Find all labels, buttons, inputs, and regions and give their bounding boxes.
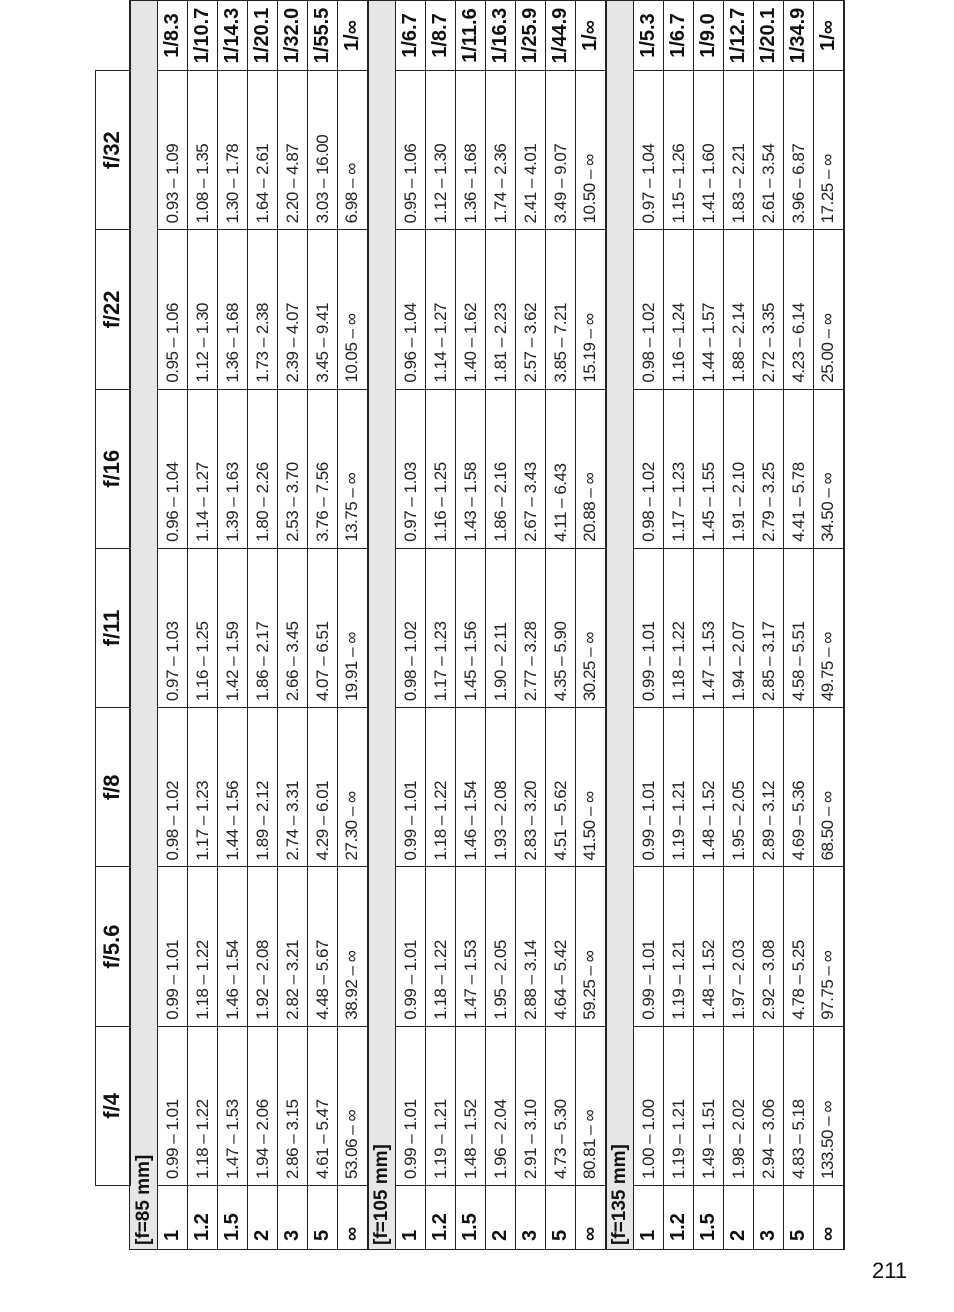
dof-range-cell: 1.36 – 1.68 [456,71,486,230]
ratio-cell: 1/10.7 [188,1,218,71]
table-row [278,1,308,1250]
ratio-cell: 1/9.0 [694,1,724,71]
dof-range-cell: 1.95 – 2.05 [724,708,754,867]
dof-range-cell: 1.97 – 2.03 [724,867,754,1026]
focal-length-label: [f=105 mm] [368,1,396,1250]
ratio-cell: 1/12.7 [724,1,754,71]
depth-of-field-table [95,0,845,1250]
table-row [516,1,546,1250]
dof-range-cell: 41.50 – ∞ [576,708,606,867]
dof-range-cell: 1.18 – 1.22 [188,1026,218,1185]
table-row [188,1,218,1250]
dof-range-cell: 68.50 – ∞ [814,708,844,867]
dof-range-cell: 3.45 – 9.41 [308,230,338,389]
dof-range-cell: 1.15 – 1.26 [664,71,694,230]
dof-range-cell: 1.48 – 1.52 [456,1026,486,1185]
table-row [664,1,694,1250]
dof-range-cell: 10.05 – ∞ [338,230,368,389]
dof-range-cell: 0.98 – 1.02 [158,708,188,867]
dof-range-cell: 2.83 – 3.20 [516,708,546,867]
dof-range-cell: 1.14 – 1.27 [188,389,218,548]
ratio-cell: 1/20.1 [754,1,784,71]
ratio-cell: 1/25.9 [516,1,546,71]
ratio-cell: 1/55.5 [308,1,338,71]
dof-range-cell: 2.92 – 3.08 [754,867,784,1026]
dof-range-cell: 25.00 – ∞ [814,230,844,389]
ratio-cell: 1/16.3 [486,1,516,71]
dof-range-cell: 0.98 – 1.02 [396,548,426,707]
dof-range-cell: 4.48 – 5.67 [308,867,338,1026]
dof-range-cell: 2.39 – 4.07 [278,230,308,389]
dof-range-cell: 1.12 – 1.30 [188,230,218,389]
page-number: 211 [872,1258,908,1283]
distance-cell: 1.2 [664,1186,694,1250]
dof-range-cell: 1.39 – 1.63 [218,389,248,548]
dof-range-cell: 4.61 – 5.47 [308,1026,338,1185]
dof-range-cell: 1.47 – 1.53 [218,1026,248,1185]
dof-range-cell: 3.96 – 6.87 [784,71,814,230]
table-row [814,1,844,1250]
dof-range-cell: 4.51 – 5.62 [546,708,576,867]
dof-range-cell: 1.48 – 1.52 [694,708,724,867]
dof-range-cell: 59.25 – ∞ [576,867,606,1026]
dof-range-cell: 1.80 – 2.26 [248,389,278,548]
dof-range-cell: 13.75 – ∞ [338,389,368,548]
dof-range-cell: 1.46 – 1.54 [456,708,486,867]
distance-cell: ∞ [338,1186,368,1250]
distance-cell: 1 [158,1186,188,1250]
dof-range-cell: 1.18 – 1.22 [426,867,456,1026]
dof-range-cell: 1.19 – 1.21 [426,1026,456,1185]
dof-range-cell: 2.74 – 3.31 [278,708,308,867]
dof-range-cell: 1.19 – 1.21 [664,867,694,1026]
ratio-cell: 1/6.7 [664,1,694,71]
dof-range-cell: 1.73 – 2.38 [248,230,278,389]
table-row [396,1,426,1250]
dof-range-cell: 10.50 – ∞ [576,71,606,230]
dof-range-cell: 0.97 – 1.03 [396,389,426,548]
section-header-row [368,1,396,1250]
dof-range-cell: 0.96 – 1.04 [396,230,426,389]
dof-range-cell: 1.47 – 1.53 [456,867,486,1026]
distance-cell: 2 [486,1186,516,1250]
dof-range-cell: 1.45 – 1.56 [456,548,486,707]
dof-range-cell: 0.99 – 1.01 [396,867,426,1026]
distance-cell: 1.5 [694,1186,724,1250]
dof-range-cell: 1.43 – 1.58 [456,389,486,548]
dof-range-cell: 1.47 – 1.53 [694,548,724,707]
aperture-header: f/4 [96,1026,130,1185]
rotated-table-container [95,0,865,1250]
dof-range-cell: 1.18 – 1.22 [188,867,218,1026]
dof-range-cell: 0.97 – 1.03 [158,548,188,707]
dof-range-cell: 1.86 – 2.17 [248,548,278,707]
dof-range-cell: 1.17 – 1.23 [188,708,218,867]
dof-range-cell: 2.86 – 3.15 [278,1026,308,1185]
dof-range-cell: 0.99 – 1.01 [634,867,664,1026]
dof-range-cell: 20.88 – ∞ [576,389,606,548]
ratio-cell: 1/8.3 [158,1,188,71]
dof-range-cell: 4.73 – 5.30 [546,1026,576,1185]
aperture-header: f/11 [96,548,130,707]
dof-range-cell: 0.99 – 1.01 [634,548,664,707]
dof-range-cell: 1.18 – 1.22 [426,708,456,867]
ratio-cell: 1/14.3 [218,1,248,71]
distance-cell: 1 [634,1186,664,1250]
distance-cell: 1.2 [426,1186,456,1250]
aperture-header-row [96,1,130,1250]
table-row [248,1,278,1250]
dof-range-cell: 1.45 – 1.55 [694,389,724,548]
dof-range-cell: 97.75 – ∞ [814,867,844,1026]
focal-length-section [368,1,606,1250]
dof-range-cell: 2.77 – 3.28 [516,548,546,707]
dof-range-cell: 4.29 – 6.01 [308,708,338,867]
dof-range-cell: 2.85 – 3.17 [754,548,784,707]
dof-range-cell: 1.16 – 1.25 [188,548,218,707]
dof-range-cell: 0.99 – 1.01 [396,708,426,867]
distance-cell: 2 [724,1186,754,1250]
dof-range-cell: 3.76 – 7.56 [308,389,338,548]
distance-cell: 3 [754,1186,784,1250]
distance-cell: ∞ [576,1186,606,1250]
dof-range-cell: 1.94 – 2.06 [248,1026,278,1185]
dof-range-cell: 1.95 – 2.05 [486,867,516,1026]
header-corner [96,1186,130,1250]
coc-header-blank [96,1,130,71]
dof-range-cell: 1.19 – 1.21 [664,1026,694,1185]
distance-cell: 5 [784,1186,814,1250]
dof-range-cell: 2.20 – 4.87 [278,71,308,230]
dof-range-cell: 27.30 – ∞ [338,708,368,867]
dof-range-cell: 53.06 – ∞ [338,1026,368,1185]
distance-cell: 5 [546,1186,576,1250]
dof-range-cell: 2.57 – 3.62 [516,230,546,389]
section-header-row [130,1,158,1250]
aperture-header: f/22 [96,230,130,389]
dof-range-cell: 1.74 – 2.36 [486,71,516,230]
dof-range-cell: 4.83 – 5.18 [784,1026,814,1185]
dof-range-cell: 17.25 – ∞ [814,71,844,230]
dof-range-cell: 2.91 – 3.10 [516,1026,546,1185]
dof-range-cell: 1.40 – 1.62 [456,230,486,389]
dof-range-cell: 1.98 – 2.02 [724,1026,754,1185]
dof-range-cell: 1.49 – 1.51 [694,1026,724,1185]
dof-range-cell: 34.50 – ∞ [814,389,844,548]
dof-range-cell: 1.17 – 1.23 [664,389,694,548]
ratio-cell: 1/34.9 [784,1,814,71]
dof-range-cell: 3.85 – 7.21 [546,230,576,389]
dof-range-cell: 2.53 – 3.70 [278,389,308,548]
ratio-cell: 1/∞ [576,1,606,71]
table-row [158,1,188,1250]
focal-length-section [130,1,368,1250]
aperture-header: f/8 [96,708,130,867]
distance-cell: 1.5 [218,1186,248,1250]
dof-range-cell: 1.46 – 1.54 [218,867,248,1026]
table-row [784,1,814,1250]
distance-cell: 2 [248,1186,278,1250]
ratio-cell: 1/5.3 [634,1,664,71]
dof-range-cell: 1.16 – 1.24 [664,230,694,389]
dof-range-cell: 1.14 – 1.27 [426,230,456,389]
dof-range-cell: 2.72 – 3.35 [754,230,784,389]
dof-range-cell: 4.58 – 5.51 [784,548,814,707]
dof-range-cell: 1.16 – 1.25 [426,389,456,548]
distance-cell: 1.5 [456,1186,486,1250]
dof-range-cell: 2.79 – 3.25 [754,389,784,548]
table-row [338,1,368,1250]
aperture-header: f/32 [96,71,130,230]
dof-range-cell: 1.41 – 1.60 [694,71,724,230]
dof-range-cell: 1.44 – 1.57 [694,230,724,389]
dof-range-cell: 2.41 – 4.01 [516,71,546,230]
dof-range-cell: 1.81 – 2.23 [486,230,516,389]
table-row [724,1,754,1250]
dof-range-cell: 1.18 – 1.22 [664,548,694,707]
dof-range-cell: 0.97 – 1.04 [634,71,664,230]
table-row [634,1,664,1250]
dof-range-cell: 2.88 – 3.14 [516,867,546,1026]
dof-range-cell: 1.88 – 2.14 [724,230,754,389]
dof-range-cell: 1.91 – 2.10 [724,389,754,548]
table-row [218,1,248,1250]
dof-range-cell: 38.92 – ∞ [338,867,368,1026]
dof-range-cell: 1.64 – 2.61 [248,71,278,230]
dof-range-cell: 2.82 – 3.21 [278,867,308,1026]
dof-range-cell: 2.89 – 3.12 [754,708,784,867]
dof-range-cell: 1.96 – 2.04 [486,1026,516,1185]
dof-range-cell: 19.91 – ∞ [338,548,368,707]
dof-range-cell: 1.48 – 1.52 [694,867,724,1026]
dof-range-cell: 0.98 – 1.02 [634,389,664,548]
dof-range-cell: 6.98 – ∞ [338,71,368,230]
dof-range-cell: 80.81 – ∞ [576,1026,606,1185]
dof-range-cell: 1.00 – 1.00 [634,1026,664,1185]
table-row [308,1,338,1250]
dof-range-cell: 2.61 – 3.54 [754,71,784,230]
focal-length-label: [f=135 mm] [606,1,634,1250]
dof-range-cell: 4.69 – 5.36 [784,708,814,867]
table-row [456,1,486,1250]
focal-length-section [606,1,844,1250]
dof-range-cell: 0.99 – 1.01 [634,708,664,867]
dof-range-cell: 4.07 – 6.51 [308,548,338,707]
dof-range-cell: 4.41 – 5.78 [784,389,814,548]
dof-range-cell: 4.23 – 6.14 [784,230,814,389]
ratio-cell: 1/6.7 [396,1,426,71]
section-header-row [606,1,634,1250]
dof-range-cell: 1.83 – 2.21 [724,71,754,230]
aperture-header: f/16 [96,389,130,548]
distance-cell: 5 [308,1186,338,1250]
dof-range-cell: 3.03 – 16.00 [308,71,338,230]
dof-range-cell: 1.12 – 1.30 [426,71,456,230]
table-row [546,1,576,1250]
dof-range-cell: 1.93 – 2.08 [486,708,516,867]
table-row [426,1,456,1250]
dof-range-cell: 0.93 – 1.09 [158,71,188,230]
dof-range-cell: 1.89 – 2.12 [248,708,278,867]
ratio-cell: 1/20.1 [248,1,278,71]
dof-range-cell: 49.75 – ∞ [814,548,844,707]
dof-range-cell: 4.78 – 5.25 [784,867,814,1026]
dof-range-cell: 0.98 – 1.02 [634,230,664,389]
distance-cell: 1 [396,1186,426,1250]
dof-range-cell: 1.90 – 2.11 [486,548,516,707]
distance-cell: ∞ [814,1186,844,1250]
dof-range-cell: 1.92 – 2.08 [248,867,278,1026]
table-row [486,1,516,1250]
dof-range-cell: 1.17 – 1.23 [426,548,456,707]
dof-range-cell: 0.96 – 1.04 [158,389,188,548]
ratio-cell: 1/11.6 [456,1,486,71]
dof-range-cell: 2.66 – 3.45 [278,548,308,707]
ratio-cell: 1/∞ [338,1,368,71]
dof-range-cell: 1.42 – 1.59 [218,548,248,707]
dof-range-cell: 1.08 – 1.35 [188,71,218,230]
dof-range-cell: 4.11 – 6.43 [546,389,576,548]
dof-range-cell: 30.25 – ∞ [576,548,606,707]
dof-range-cell: 2.94 – 3.06 [754,1026,784,1185]
dof-range-cell: 0.99 – 1.01 [396,1026,426,1185]
dof-range-cell: 1.94 – 2.07 [724,548,754,707]
dof-range-cell: 1.30 – 1.78 [218,71,248,230]
aperture-header: f/5.6 [96,867,130,1026]
dof-range-cell: 4.64 – 5.42 [546,867,576,1026]
dof-range-cell: 133.50 – ∞ [814,1026,844,1185]
dof-range-cell: 2.67 – 3.43 [516,389,546,548]
dof-range-cell: 1.19 – 1.21 [664,708,694,867]
table-row [576,1,606,1250]
dof-range-cell: 15.19 – ∞ [576,230,606,389]
dof-range-cell: 1.86 – 2.16 [486,389,516,548]
dof-range-cell: 0.95 – 1.06 [158,230,188,389]
distance-cell: 3 [516,1186,546,1250]
dof-range-cell: 4.35 – 5.90 [546,548,576,707]
distance-cell: 3 [278,1186,308,1250]
focal-length-label: [f=85 mm] [130,1,158,1250]
ratio-cell: 1/32.0 [278,1,308,71]
dof-range-cell: 1.44 – 1.56 [218,708,248,867]
dof-range-cell: 1.36 – 1.68 [218,230,248,389]
ratio-cell: 1/8.7 [426,1,456,71]
dof-range-cell: 0.99 – 1.01 [158,867,188,1026]
dof-range-cell: 0.95 – 1.06 [396,71,426,230]
table-row [694,1,724,1250]
dof-range-cell: 0.99 – 1.01 [158,1026,188,1185]
dof-range-cell: 3.49 – 9.07 [546,71,576,230]
ratio-cell: 1/∞ [814,1,844,71]
distance-cell: 1.2 [188,1186,218,1250]
ratio-cell: 1/44.9 [546,1,576,71]
table-row [754,1,784,1250]
